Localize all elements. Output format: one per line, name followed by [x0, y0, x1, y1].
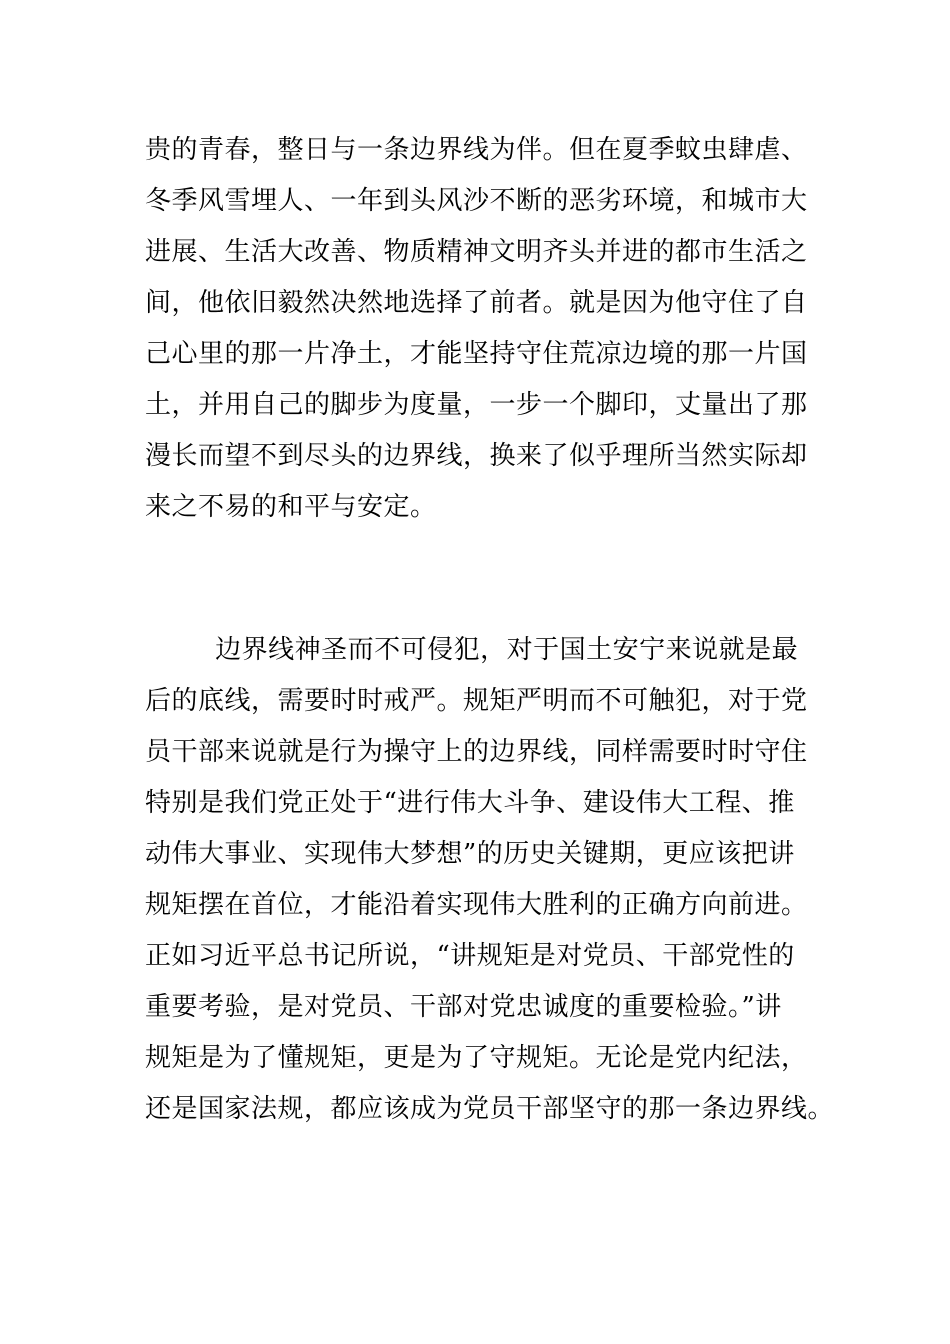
text-line: 规矩是为了懂规矩，更是为了守规矩。无论是党内纪法， — [145, 1043, 808, 1073]
text-line: 己心里的那一片净土，才能坚持守住荒凉边境的那一片国 — [145, 339, 808, 369]
text-line: 后的底线，需要时时戒严。规矩严明而不可触犯，对于党 — [145, 686, 808, 716]
text-line: 重要考验，是对党员、干部对党忠诚度的重要检验。”讲 — [145, 992, 782, 1022]
text-line: 动伟大事业、实现伟大梦想”的历史关键期，更应该把讲 — [145, 839, 795, 869]
paragraph-2 — [145, 625, 835, 1135]
paragraph-1 — [145, 125, 825, 533]
text-line: 正如习近平总书记所说，“讲规矩是对党员、干部党性的 — [145, 941, 795, 971]
text-line: 特别是我们党正处于“进行伟大斗争、建设伟大工程、推 — [145, 788, 795, 818]
text-line: 漫长而望不到尽头的边界线，换来了似乎理所当然实际却 — [145, 441, 808, 471]
text-line: 土，并用自己的脚步为度量，一步一个脚印，丈量出了那 — [145, 390, 808, 420]
text-line: 贵的青春，整日与一条边界线为伴。但在夏季蚊虫肆虐、 — [145, 135, 808, 165]
text-line: 来之不易的和平与安定。 — [145, 492, 437, 522]
text-line: 还是国家法规，都应该成为党员干部坚守的那一条边界线。 — [145, 1094, 835, 1124]
text-line: 边界线神圣而不可侵犯，对于国土安宁来说就是最 — [145, 635, 799, 665]
text-line: 间，他依旧毅然决然地选择了前者。就是因为他守住了自 — [145, 288, 808, 318]
text-line: 冬季风雪埋人、一年到头风沙不断的恶劣环境，和城市大 — [145, 186, 808, 216]
text-line: 员干部来说就是行为操守上的边界线，同样需要时时守住 — [145, 737, 808, 767]
text-line: 规矩摆在首位，才能沿着实现伟大胜利的正确方向前进。 — [145, 890, 808, 920]
text-line: 进展、生活大改善、物质精神文明齐头并进的都市生活之 — [145, 237, 808, 267]
